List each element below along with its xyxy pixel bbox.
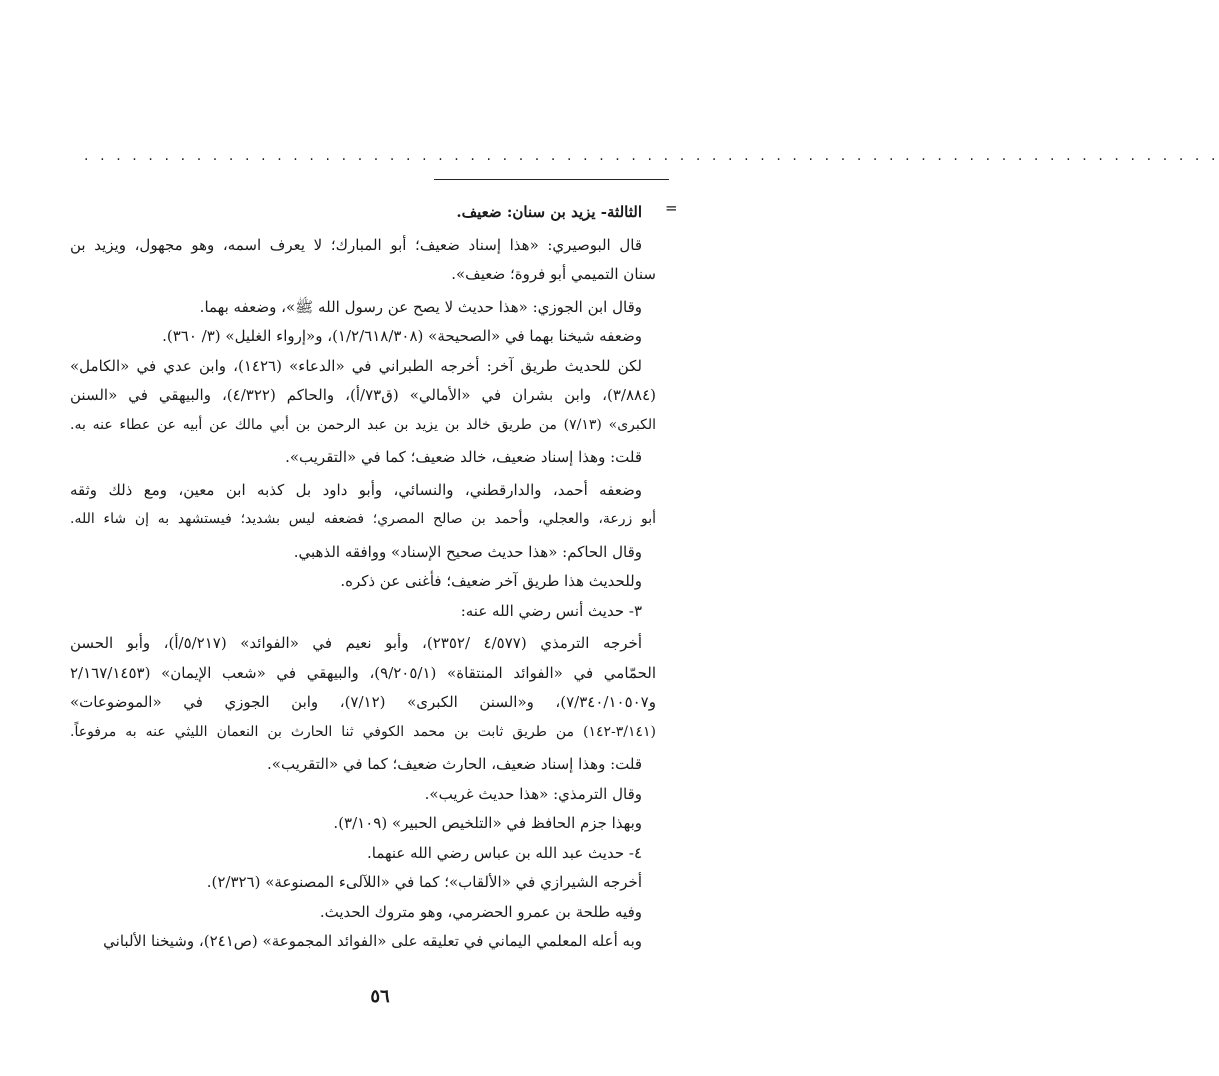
text-line-2: قال البوصيري: «هذا إسناد ضعيف؛ أبو المبارك؛ لا يعرف اسمه، وهو مجهول، ويزيد بن: [70, 235, 642, 254]
text-line-19: قلت: وهذا إسناد ضعيف، الحارث ضعيف؛ كما في «التقريب».: [267, 755, 642, 773]
text-line-8: الكبرى» (٧/١٣) من طريق خالد بن يزيد بن عبد الرحمن بن أبي مالك عن أبيه عن عطاء عنه به.: [70, 416, 656, 433]
text-line-17: و٧/٣٤٠/١٠٥٠٧)، و«السنن الكبرى» (٧/١٢)، وابن الجوزي في «الموضوعات»: [70, 693, 656, 711]
text-line-25: وبه أعله المعلمي اليماني في تعليقه على «الفوائد المجموعة» (ص٢٤١)، وشيخنا الألباني: [103, 932, 642, 950]
text-line-6: لكن للحديث طريق آخر: أخرجه الطبراني في «الدعاء» (١٤٢٦)، وابن عدي في «الكامل»: [70, 356, 642, 375]
text-line-7: (٣/٨٨٤)، وابن بشران في «الأمالي» (ق٧٣/أ)، والحاكم (٤/٣٢٢)، والبيهقي في «السنن: [70, 386, 656, 404]
text-line-16: الحمّامي في «الفوائد المنتقاة» (٩/٢٠٥/١)، والبيهقي في «شعب الإيمان» (٢/١٦٧/١٤٥٣: [70, 663, 657, 682]
separator-dots: . . . . . . . . . . . . . . . . . . . . . . . . . . . . . . . . . . . . . . . . . . . . . . . . . . . . . . . . . . . . . . . . . . . . . . .: [84, 148, 1219, 164]
text-line-5: وضعفه شيخنا بهما في «الصحيحة» (١/٢/٦١٨/٣٠٨)، و«إرواء الغليل» (٣/ ٣٦٠).: [162, 327, 642, 345]
text-line-20: وقال الترمذي: «هذا حديث غريب».: [424, 784, 642, 803]
text-line-9: قلت: وهذا إسناد ضعيف، خالد ضعيف؛ كما في «التقريب».: [285, 448, 642, 466]
text-line-22: ٤- حديث عبد الله بن عباس رضي الله عنهما.: [366, 843, 642, 862]
text-line-4: وقال ابن الجوزي: «هذا حديث لا يصح عن رسول الله ﷺ»، وضعفه بهما.: [199, 297, 642, 316]
footnote-rule: [434, 179, 669, 180]
text-line-11: أبو زرعة، والعجلي، وأحمد بن صالح المصري؛ فضعفه ليس بشديد؛ فيستشهد به إن شاء الله.: [70, 511, 656, 527]
text-line-12: وقال الحاكم: «هذا حديث صحيح الإسناد» ووافقه الذهبي.: [293, 542, 642, 561]
text-line-3: سنان التميمي أبو فروة؛ ضعيف».: [451, 265, 656, 283]
text-line-1: الثالثة- يزيد بن سنان: ضعيف.: [456, 203, 642, 221]
text-line-23: أخرجه الشيرازي في «الألقاب»؛ كما في «اللآلىء المصنوعة» (٢/٣٢٦).: [206, 873, 642, 891]
text-line-13: وللحديث هذا طريق آخر ضعيف؛ فأغنى عن ذكره.: [340, 572, 642, 590]
page-body: [70, 198, 656, 957]
text-line-10: وضعفه أحمد، والدارقطني، والنسائي، وأبو داود بل كذبه ابن معين، ومع ذلك وثقه: [70, 480, 642, 499]
text-line-21: وبهذا جزم الحافظ في «التلخيص الحبير» (٣/١٠٩).: [333, 814, 642, 832]
margin-mark: =: [665, 199, 678, 217]
text-line-24: وفيه طلحة بن عمرو الحضرمي، وهو متروك الحديث.: [319, 902, 642, 921]
text-line-14: ٣- حديث أنس رضي الله عنه:: [460, 601, 642, 620]
text-line-15: أخرجه الترمذي (٤/٥٧٧ /٢٣٥٢)، وأبو نعيم في «الفوائد» (٥/٢١٧/أ)، وأبو الحسن: [70, 634, 642, 652]
text-line-18: (٣/١٤١-١٤٢) من طريق ثابت بن محمد الكوفي ثنا الحارث بن النعمان الليثي عنه به مرفوعاً.: [70, 723, 656, 740]
page-number: ٥٦: [370, 986, 390, 1007]
